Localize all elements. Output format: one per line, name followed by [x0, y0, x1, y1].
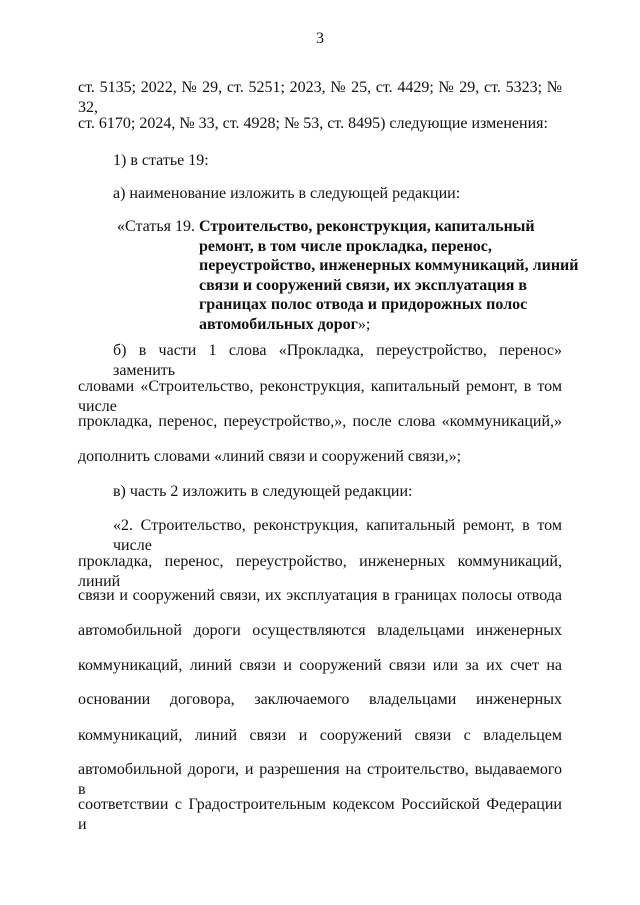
paragraph-line-1: ст. 5135; 2022, № 29, ст. 5251; 2023, № 25, ст. 4429; № 29, ст. 5323; № 32, — [78, 79, 562, 116]
quote-line-1: «2. Строительство, реконструкция, капитальный ремонт, в том числе — [113, 517, 562, 554]
page-number: 3 — [316, 30, 324, 47]
sub-item-b: б) в части 1 слова «Прокладка, переустройство, перенос» заменить — [113, 342, 562, 379]
quote-line-8: автомобильной дороги, и разрешения на строительство, выдаваемого в — [78, 761, 562, 798]
article-heading-line-1: Строительство, реконструкция, капитальный — [198, 218, 535, 235]
paragraph-line-6: словами «Строительство, реконструкция, капитальный ремонт, в том числе — [78, 378, 562, 415]
article-heading — [117, 217, 578, 334]
quote-line-5: коммуникаций, линий связи и сооружений связи или за их счет на — [78, 657, 562, 674]
paragraph-line-7: прокладка, перенос, переустройство,», после слова «коммуникаций,» — [78, 413, 562, 430]
quote-line-4: автомобильной дороги осуществляются владельцами инженерных — [78, 622, 562, 639]
article-heading-line-5: границах полос отвода и придорожных полос — [199, 296, 528, 313]
paragraph-line-8: дополнить словами «линий связи и сооружений связи,»; — [78, 448, 462, 465]
article-heading-line-4: связи и сооружений связи, их эксплуатация в — [199, 276, 528, 294]
quote-line-2: прокладка, перенос, переустройство, инженерных коммуникаций, линий — [78, 553, 562, 590]
quote-line-3: связи и сооружений связи, их эксплуатация в границах полосы отвода — [78, 587, 562, 604]
article-heading-line-2: ремонт, в том числе прокладка, перенос, — [199, 237, 492, 255]
quote-line-6: основании договора, заключаемого владельцами инженерных — [78, 691, 562, 708]
quote-line-9: соответствии с Градостроительным кодексом Российской Федерации и — [78, 796, 562, 833]
sub-item-a: а) наименование изложить в следующей редакции: — [113, 185, 461, 202]
article-prefix: «Статья 19. — [117, 218, 195, 235]
article-heading-line-6: автомобильных дорог — [199, 315, 358, 333]
paragraph-line-2: ст. 6170; 2024, № 33, ст. 4928; № 53, ст. 8495) следующие изменения: — [78, 115, 548, 132]
quote-line-7: коммуникаций, линий связи и сооружений связи с владельцем — [78, 727, 562, 744]
sub-item-c: в) часть 2 изложить в следующей редакции: — [113, 483, 413, 500]
article-heading-line-3: переустройство, инженерных коммуникаций, линий — [199, 257, 579, 274]
list-item-1: 1) в статье 19: — [113, 152, 209, 169]
article-heading-tail: »; — [357, 315, 371, 333]
